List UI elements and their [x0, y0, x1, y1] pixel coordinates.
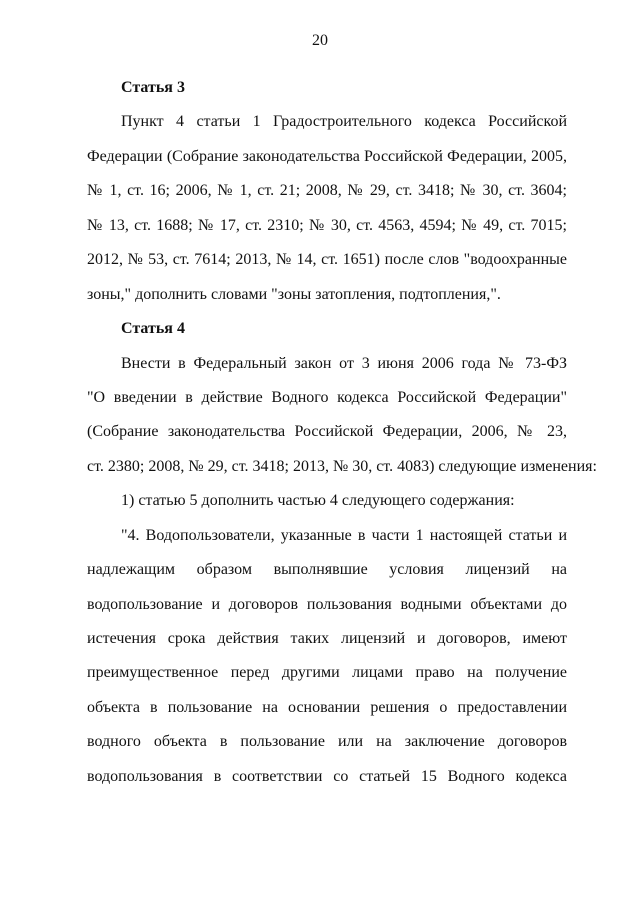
- text-line: водопользование и договоров пользования водными объектами до: [87, 595, 567, 613]
- text-line: "4. Водопользователи, указанные в части 1 настоящей статьи и: [121, 526, 567, 544]
- text-line: № 13, ст. 1688; № 17, ст. 2310; № 30, ст. 4563, 4594; № 49, ст. 7015;: [87, 216, 567, 234]
- text-line: объекта в пользование на основании решения о предоставлении: [87, 698, 567, 716]
- page-number: 20: [312, 32, 328, 49]
- paragraph: [87, 347, 597, 485]
- text-line: 2012, № 53, ст. 7614; 2013, № 14, ст. 1651) после слов "водоохранные: [87, 251, 567, 269]
- article-heading: Статья 4: [121, 320, 185, 338]
- article-heading: Статья 3: [121, 79, 185, 96]
- text-line: зоны," дополнить словами "зоны затопления, подтопления,".: [87, 285, 501, 303]
- text-line: Федерации (Собрание законодательства Российской Федерации, 2005,: [87, 147, 567, 165]
- paragraph: [87, 484, 567, 518]
- paragraph: [87, 519, 567, 795]
- text-line: (Собрание законодательства Российской Федерации, 2006, № 23,: [87, 423, 567, 441]
- text-line: ст. 2380; 2008, № 29, ст. 3418; 2013, № 30, ст. 4083) следующие изменения:: [87, 457, 597, 475]
- paragraph: [87, 105, 567, 312]
- text-line: истечения срока действия таких лицензий и договоров, имеют: [87, 630, 567, 647]
- text-line: водного объекта в пользование или на заключение договоров: [87, 733, 567, 751]
- text-line: 1) статью 5 дополнить частью 4 следующего содержания:: [121, 492, 515, 510]
- text-line: водопользования в соответствии со статьей 15 Водного кодекса: [87, 767, 567, 785]
- text-line: № 1, ст. 16; 2006, № 1, ст. 21; 2008, № 29, ст. 3418; № 30, ст. 3604;: [87, 182, 567, 200]
- document-body: [87, 71, 597, 794]
- text-line: "О введении в действие Водного кодекса Российской Федерации": [87, 388, 567, 406]
- text-line: Пункт 4 статьи 1 Градостроительного кодекса Российской: [121, 113, 567, 131]
- text-line: Внести в Федеральный закон от 3 июня 2006 года № 73-ФЗ: [121, 354, 567, 372]
- text-line: преимущественное перед другими лицами право на получение: [87, 664, 567, 682]
- text-line: надлежащим образом выполнявшие условия лицензий на: [87, 561, 567, 579]
